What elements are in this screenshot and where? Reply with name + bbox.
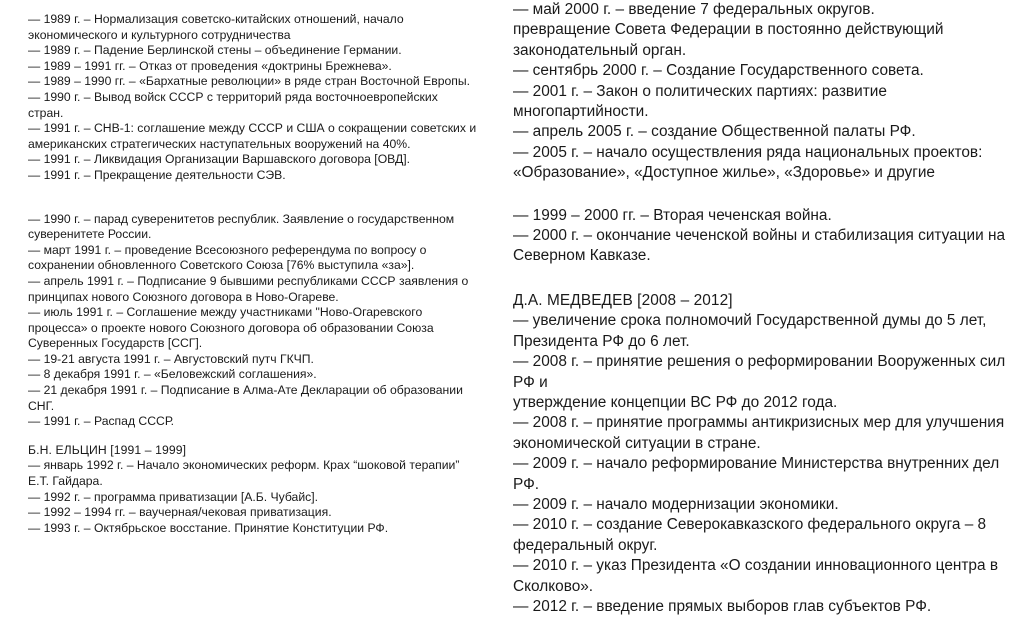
text-line: — 1990 г. – парад суверенитетов республик. Заявление о государственном — [28, 211, 455, 226]
text-line: законодательный орган. — [513, 41, 687, 59]
text-line: процесса» о проекте нового Союзного договора об образовании Союза — [28, 320, 434, 335]
text-line: — 1992 г. – программа приватизации [А.Б. Чубайс]. — [28, 489, 318, 504]
right-block-putin-reforms — [513, 0, 1013, 184]
text-line: экономической ситуации в стране. — [513, 434, 761, 452]
text-line: СНГ. — [28, 398, 55, 413]
text-line: сохранении обновленного Советского Союза [76% выступила «за»]. — [28, 258, 415, 273]
text-line: — 2009 г. – начало реформирование Министерства внутренних дел РФ. — [513, 455, 1004, 493]
text-line: — 1989 г. – Нормализация советско-китайских отношений, начало — [28, 12, 404, 26]
text-line: суверенитете России. — [28, 227, 152, 242]
text-line: — 2001 г. – Закон о политических партиях: развитие многопартийности. — [513, 82, 892, 121]
text-line: — 1991 г. – СНВ-1: соглашение между СССР и США о сокращении советских и — [28, 121, 477, 136]
text-line: — 2008 г. – принятие решения о реформировании Вооруженных сил РФ и — [513, 353, 1010, 391]
text-line: — 2010 г. – указ Президента «О создании инновационного центра в — [513, 557, 999, 575]
right-block-medvedev — [513, 291, 1013, 617]
text-line: — 1991 г. – Ликвидация Организации Варшавского договора [ОВД]. — [28, 152, 411, 167]
text-line: Е.Т. Гайдара. — [28, 474, 103, 489]
right-block-chechen-war — [513, 206, 1013, 267]
left-block-yeltsin — [28, 443, 480, 537]
text-line: — 1992 – 1994 гг. – ваучерная/чековая приватизация. — [28, 505, 332, 520]
text-line: «Образование», «Доступное жилье», «Здоровье» и другие — [513, 164, 935, 182]
text-line: Сколково». — [513, 577, 594, 595]
text-line: — 1991 г. – Прекращение деятельности СЭВ. — [28, 167, 286, 182]
text-line: Президента РФ до 6 лет. — [513, 332, 690, 350]
text-line: — январь 1992 г. – Начало экономических реформ. Крах “шоковой терапии” — [28, 458, 460, 473]
text-line: Суверенных Государств [ССГ]. — [28, 336, 203, 351]
left-block-ussr-collapse — [28, 212, 480, 430]
text-line: — 1989 – 1990 гг. – «Бархатные революции» в ряде стран Восточной Европы. — [28, 74, 471, 89]
yeltsin-events — [28, 458, 480, 536]
text-line: федеральный округ. — [513, 536, 658, 554]
text-line: — июль 1991 г. – Соглашение между участниками "Ново-Огаревского — [28, 305, 423, 320]
text-line: — 2000 г. – окончание чеченской войны и стабилизация ситуации на — [513, 227, 1006, 245]
right-column — [513, 0, 1013, 617]
text-line: экономического и культурного сотрудничества — [28, 27, 291, 42]
text-line: превращение Совета Федерации в постоянно действующий — [513, 21, 944, 39]
text-line: — увеличение срока полномочий Государственной думы до 5 лет, — [513, 312, 987, 330]
text-line: — 2010 г. – создание Северокавказского федерального округа – 8 — [513, 516, 987, 534]
text-line: — 2008 г. – принятие программы антикризисных мер для улучшения — [513, 414, 1005, 432]
text-line: — 2009 г. – начало модернизации экономики. — [513, 495, 839, 513]
medvedev-heading: Д.А. МЕДВЕДЕВ [2008 – 2012] — [513, 291, 733, 309]
text-line: — сентябрь 2000 г. – Создание Государственного совета. — [513, 62, 924, 80]
text-line: — 1990 г. – Вывод войск СССР с территорий ряда восточноевропейских — [28, 89, 438, 104]
text-line: — апрель 1991 г. – Подписание 9 бывшими республиками СССР заявления о — [28, 273, 469, 288]
text-line: — 1991 г. – Распад СССР. — [28, 414, 175, 429]
text-line: стран. — [28, 105, 64, 120]
text-line: — 1993 г. – Октябрьское восстание. Принятие Конституции РФ. — [28, 520, 389, 535]
text-line: — апрель 2005 г. – создание Общественной палаты РФ. — [513, 123, 916, 141]
text-line: — март 1991 г. – проведение Всесоюзного референдума по вопросу о — [28, 242, 427, 257]
text-line: — май 2000 г. – введение 7 федеральных округов. — [513, 1, 875, 18]
text-line: — 2012 г. – введение прямых выборов глав субъектов РФ. — [513, 597, 932, 615]
text-line: — 21 декабря 1991 г. – Подписание в Алма-Ате Декларации об образовании — [28, 383, 463, 398]
text-line: — 2005 г. – начало осуществления ряда национальных проектов: — [513, 143, 983, 161]
text-line: американских стратегических наступательных вооружений на 40%. — [28, 136, 411, 151]
text-line: — 1989 г. – Падение Берлинской стены – объединение Германии. — [28, 43, 402, 58]
text-line: — 1999 – 2000 гг. – Вторая чеченская война. — [513, 206, 832, 224]
text-line: утверждение концепции ВС РФ до 2012 года. — [513, 393, 838, 411]
yeltsin-heading: Б.Н. ЕЛЬЦИН [1991 – 1999] — [28, 442, 187, 457]
text-line: принципах нового Союзного договора в Ново-Огареве. — [28, 289, 339, 304]
medvedev-events — [513, 311, 1013, 617]
left-column — [28, 12, 480, 536]
left-block-foreign-policy — [28, 12, 480, 184]
text-line: Северном Кавказе. — [513, 247, 651, 265]
text-line: — 1989 – 1991 гг. – Отказ от проведения «доктрины Брежнева». — [28, 58, 392, 73]
text-line: — 8 декабря 1991 г. – «Беловежский соглашения». — [28, 367, 317, 382]
text-line: — 19-21 августа 1991 г. – Августовский путч ГКЧП. — [28, 351, 314, 366]
